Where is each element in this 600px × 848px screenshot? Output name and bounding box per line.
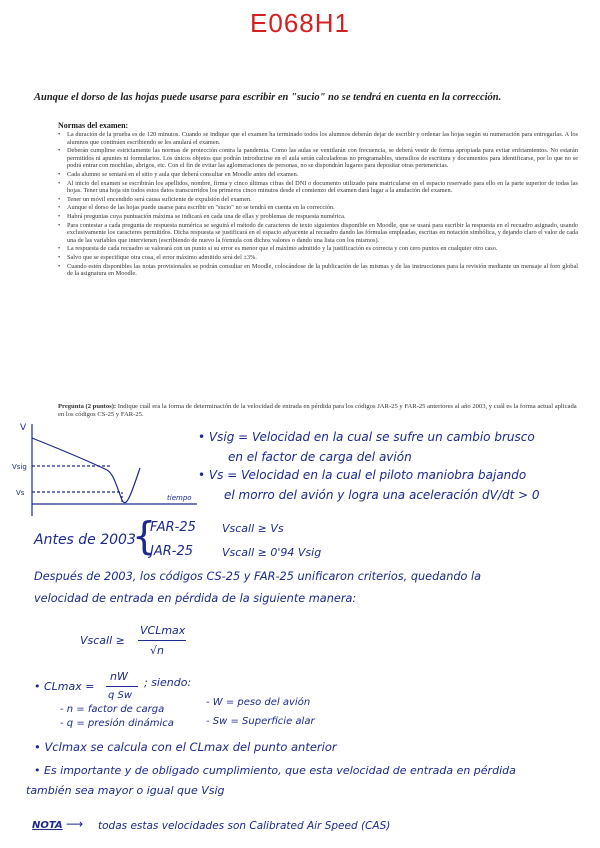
rule-item: • Tener un móvil encendido será causa suficiente de expulsión del examen. [58,196,578,204]
formula-den: √n [150,644,164,657]
def-vsig: • Vsig = Velocidad en la cual se sufre un cambio brusco [198,430,535,444]
rule-item: • La duración de la prueba es de 120 minutos. Cuando se indique que el examen ha terminado todos los alumnos deberán dejar de escribir y ordenar las hojas según su numeración para entregarlas. A los alumnos que continúen escribiendo se les anulará el examen. [58,131,578,146]
rule-item: • Para contestar a cada pregunta de respuesta numérica se seguirá el método de caracteres de texto siguientes disponible en Moodle, que se usará para escribir la respuesta en el recuadro asignado, usando exclusivamente los caracteres permitidos. Dicha respuesta se justificará en el espacio adyacente al recuadro dando las fórmulas empleadas, escritas en notación simbólica, y dejando claro el valor de cada una de las variables que intervienen (escribiendo de nuevo la fórmula con dichos valores o dando una lista con los mismos). [58,222,578,245]
after-2003-line-2: velocidad de entrada en pérdida de la siguiente manera: [34,592,357,605]
nota-label: NOTA [32,820,63,831]
after-2003-line-1: Después de 2003, los códigos CS-25 y FAR-25 unificaron criterios, quedando la [34,570,482,583]
rule-item: • Cada alumno se sentará en el sitio y aula que deberá consultar en Moodle antes del examen. [58,171,578,179]
rule-item: • Salvo que se especifique otra cosa, el error máximo admitido será del ±3%. [58,254,578,262]
graph-curve [32,438,140,503]
page-code: E068H1 [250,8,350,38]
formula-lhs: Vscall ≥ [80,634,125,647]
clmax-lhs: • CLmax = [34,680,95,693]
graph-x-label: tiempo [167,494,192,502]
def-vs: • Vs = Velocidad en la cual el piloto maniobra bajando [198,468,527,482]
arrow-icon: ⟶ [66,817,84,831]
graph-vsig-label: Vsig [12,463,27,471]
graph-y-label: V [20,423,27,433]
rule-item: • La respuesta de cada recuadro se valorará con un punto si su error es menor que el máximo admitido y la justificación es correcta y con cero puntos en cualquier otro caso. [58,245,578,253]
vclmax-note: • Vclmax se calcula con el CLmax del punto anterior [34,740,337,754]
far-equation: Vscall ≥ Vs [222,522,284,535]
important-line-2: también sea mayor o igual que Vsig [26,784,225,797]
def-vsig-cont: en el factor de carga del avión [228,450,412,464]
rule-item: • Habrá preguntas cuya puntuación máxima se indicará en cada una de ellas y problemas de respuesta numérica. [58,213,578,221]
jar-equation: Vscall ≥ 0'94 Vsig [222,546,322,559]
rule-item: • Cuando estén disponibles las notas provisionales se podrán consultar en Moodle, colocándose de la publicación de las mismas y de las instrucciones para la revisión mediante un mensaje al foro global de la asignatura en Moodle. [58,263,578,278]
speed-graph [12,418,202,518]
siendo-label: ; siendo: [144,676,192,689]
brace: { [132,514,157,558]
nota-text: todas estas velocidades son Calibrated Air Speed (CAS) [98,820,391,832]
before-2003-label: Antes de 2003 [34,532,136,548]
formula-num: VCLmax [140,624,186,637]
rule-item: • Al inicio del examen se escribirán los apellidos, nombre, firma y cinco últimas cifras del DNI o documento utilizado para matricularse en el espacio reservado para ello en la parte superior de todas las hojas. Tener una hoja sin todos estos datos transcurridos los primeros cinco minutos desde el comienzo del examen dará lugar a la anulación del examen. [58,180,578,195]
important-line-1: • Es importante y de obligado cumplimiento, que esta velocidad de entrada en pérdida [34,764,516,777]
rule-item: • Aunque el dorso de las hojas puede usarse para escribir en "sucio" no se tendrá en cuenta en la corrección. [58,204,578,212]
graph-vs-label: Vs [16,489,25,497]
far-label: FAR-25 [150,520,196,535]
sw-definition: - Sw = Superficie alar [206,716,315,727]
w-definition: - W = peso del avión [206,697,311,708]
rules-list [58,131,578,279]
question [58,403,578,419]
question-label: Pregunta (2 puntos): [58,403,117,410]
jar-label: JAR-25 [150,544,193,559]
formula-bar [138,640,186,641]
question-text: Indique cuál era la forma de determinación de la velocidad de entrada en pérdida para los códigos JAR-25 y FAR-25 anteriores al año 2003, y cuál es la forma actual aplicada en los códigos CS-25 y FAR-25. [58,403,577,418]
warning-line: Aunque el dorso de las hojas puede usarse para escribir en "sucio" no se tendrá en cuenta en la corrección. [34,92,502,103]
rule-item: • Deberán cumplirse estrictamente las normas de protección contra la pandemia. Como las aulas se ventilarán con frecuencia, se deberá vestir de forma apropiada para evitar enfriamientos. No estarán permitidos ni apuntes ni formularios. Los únicos objetos que podrán introducirse en el aula serán calculadoras no programables, utensilios de escritura y documentos para identificarse, por lo que no se podrá entrar con mochilas, abrigos, etc. Con el fin de evitar las aglomeraciones de personas, no se dispondrán lugares para depositar otras pertenencias. [58,147,578,170]
def-vs-cont: el morro del avión y logra una aceleración dV/dt > 0 [224,488,540,502]
clmax-num: nW [110,670,128,683]
clmax-bar [106,686,138,687]
n-definition: - n = factor de carga [60,704,165,715]
clmax-den: q Sw [108,690,133,701]
rules-title: Normas del examen: [58,121,129,130]
q-definition: - q = presión dinámica [60,718,174,729]
